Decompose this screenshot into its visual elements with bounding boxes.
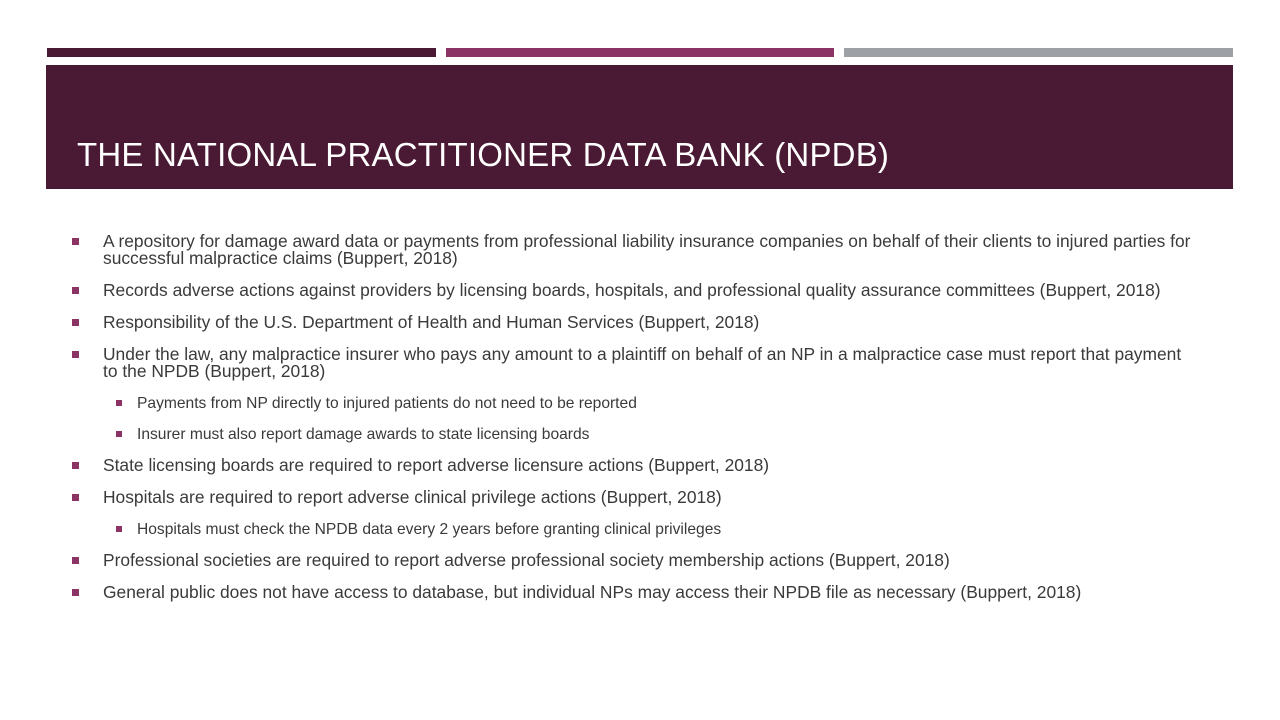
square-bullet-icon — [72, 287, 79, 294]
sub-bullet-item — [0, 395, 1187, 412]
bullet-text: Professional societies are required to report adverse professional society membership actions (Buppert, 2018) — [103, 550, 950, 570]
square-bullet-icon — [116, 431, 122, 437]
bullet-list — [0, 233, 1280, 616]
bullet-item — [0, 233, 1193, 267]
bullet-text: Insurer must also report damage awards to state licensing boards — [137, 426, 590, 443]
decorative-bar-magenta — [446, 48, 834, 57]
bullet-item — [0, 489, 1193, 506]
square-bullet-icon — [72, 557, 79, 564]
bullet-text: Records adverse actions against providers by licensing boards, hospitals, and professional quality assurance committees (Buppert, 2018) — [103, 280, 1161, 300]
square-bullet-icon — [116, 526, 122, 532]
square-bullet-icon — [72, 238, 79, 245]
bullet-item — [0, 584, 1193, 601]
bullet-item — [0, 552, 1193, 569]
bullet-text: Hospitals are required to report adverse clinical privilege actions (Buppert, 2018) — [103, 487, 722, 507]
bullet-item — [0, 282, 1193, 299]
bullet-text: Hospitals must check the NPDB data every 2 years before granting clinical privileges — [137, 521, 722, 538]
slide-title: THE NATIONAL PRACTITIONER DATA BANK (NPDB) — [77, 136, 890, 173]
sub-bullet-item — [0, 521, 1187, 538]
sub-bullet-item — [0, 426, 1187, 443]
decorative-bar-dark — [47, 48, 436, 57]
square-bullet-icon — [72, 319, 79, 326]
decorative-bar-gray — [844, 48, 1233, 57]
bullet-text: Responsibility of the U.S. Department of Health and Human Services (Buppert, 2018) — [103, 312, 760, 332]
square-bullet-icon — [72, 589, 79, 596]
bullet-text: General public does not have access to database, but individual NPs may access their NPDB file as necessary (Buppert, 2018) — [103, 582, 1082, 602]
bullet-text: Payments from NP directly to injured patients do not need to be reported — [137, 395, 637, 412]
bullet-item — [0, 457, 1193, 474]
bullet-text: Under the law, any malpractice insurer who pays any amount to a plaintiff on behalf of an NP in a malpractice case must report that payment to the NPDB (Buppert, 2018) — [103, 344, 1182, 381]
bullet-text: State licensing boards are required to report adverse licensure actions (Buppert, 2018) — [103, 455, 770, 475]
bullet-text: A repository for damage award data or payments from professional liability insurance companies on behalf of their clients to injured parties for successful malpractice claims (Buppert, 2018) — [103, 231, 1191, 268]
square-bullet-icon — [116, 400, 122, 406]
square-bullet-icon — [72, 462, 79, 469]
square-bullet-icon — [72, 351, 79, 358]
bullet-item — [0, 346, 1193, 380]
title-banner — [46, 65, 1233, 189]
square-bullet-icon — [72, 494, 79, 501]
bullet-item — [0, 314, 1193, 331]
